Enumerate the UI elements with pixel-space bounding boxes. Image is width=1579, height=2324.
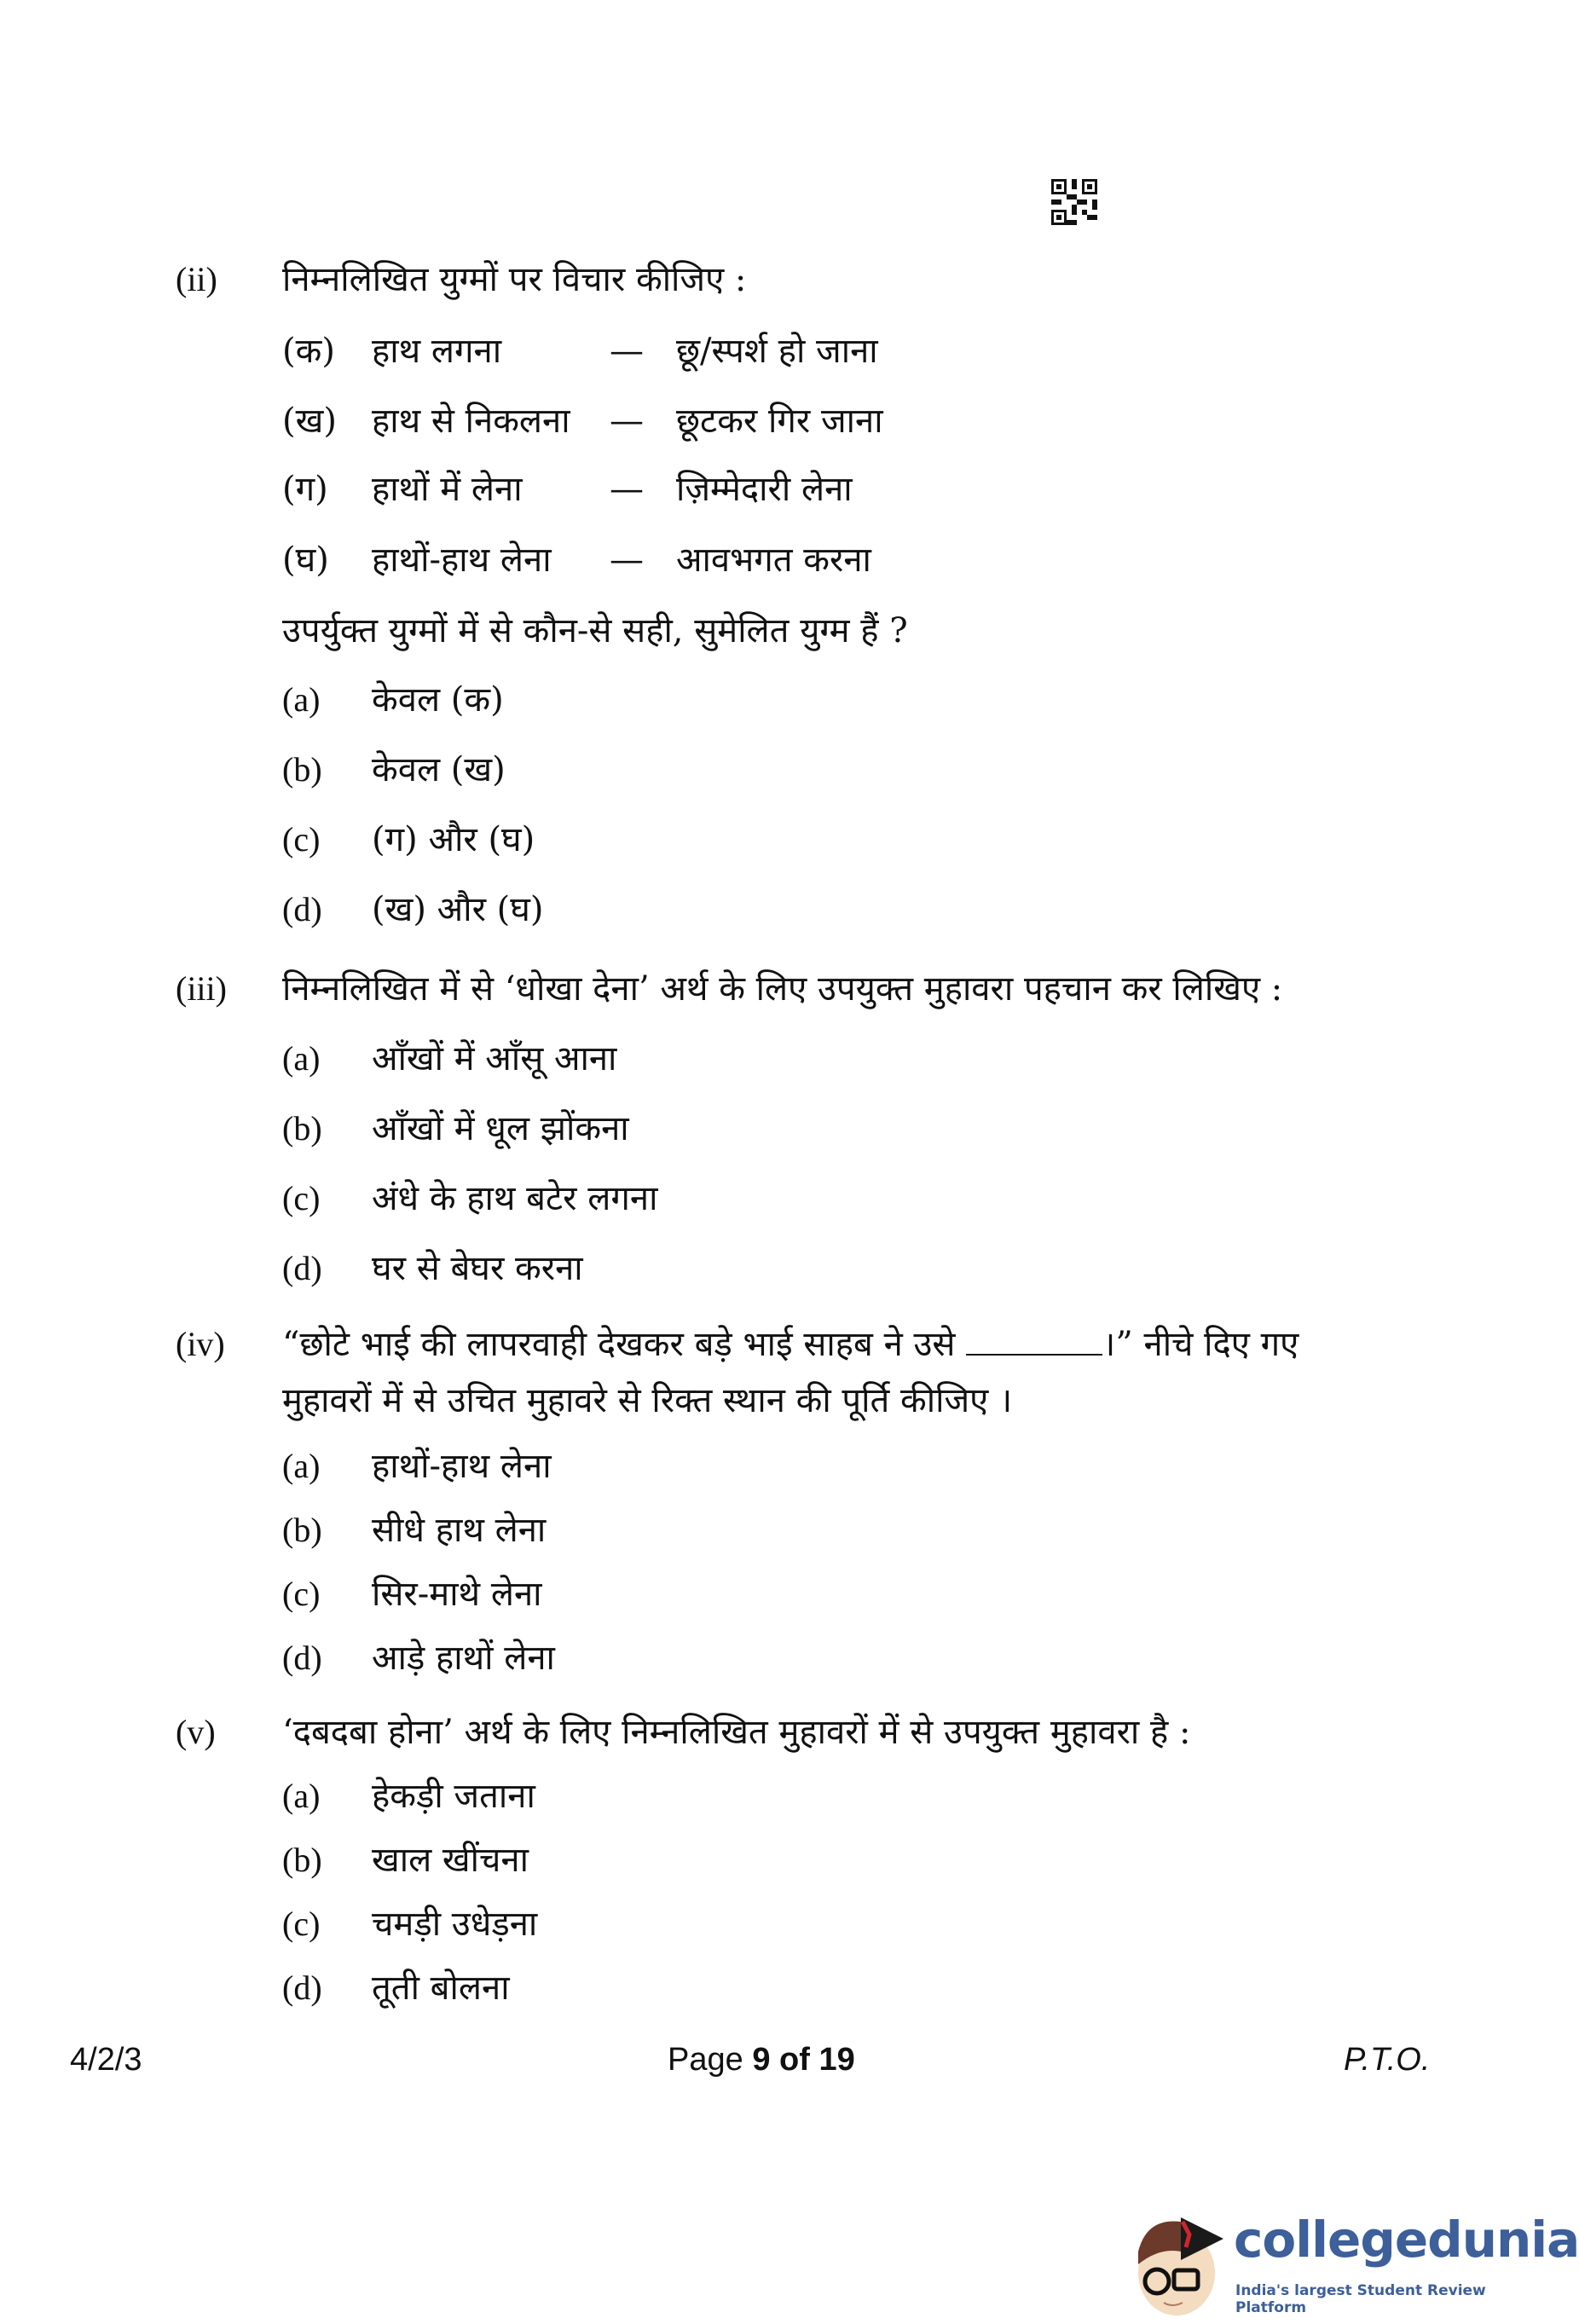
page-number: [668, 2039, 855, 2080]
option-label: (c): [282, 1575, 321, 1613]
question-number: (v): [176, 1713, 216, 1751]
option-text: (ग) और (घ): [372, 820, 535, 859]
pair-right: आवभगत करना: [676, 541, 871, 580]
option-text: केवल (क): [372, 680, 504, 720]
option-text: आड़े हाथों लेना: [372, 1639, 555, 1678]
please-turn-over: P.T.O.: [1344, 2042, 1431, 2078]
question-number: (iii): [176, 969, 227, 1008]
option-text: सीधे हाथ लेना: [372, 1511, 547, 1550]
option-text: घर से बेघर करना: [372, 1249, 583, 1288]
option-label: (b): [282, 1511, 322, 1549]
question-prompt: निम्नलिखित युग्मों पर विचार कीजिए :: [282, 260, 747, 299]
question-prompt: निम्नलिखित में से ‘धोखा देना’ अर्थ के लिए उपयुक्त मुहावरा पहचान कर लिखिए :: [282, 969, 1283, 1009]
option-label: (a): [282, 1447, 321, 1485]
question-prompt: [282, 1323, 1298, 1366]
option-text: खाल खींचना: [372, 1841, 529, 1880]
option-text: हाथों-हाथ लेना: [372, 1447, 552, 1486]
option-label: (d): [282, 1249, 322, 1287]
brand-tagline: India's largest Student Review Platform: [1235, 2282, 1486, 2316]
pair-right: छूटकर गिर जाना: [676, 402, 883, 441]
page-prefix: Page: [668, 2042, 743, 2078]
pair-label: (ख): [282, 402, 337, 441]
option-label: (b): [282, 1841, 322, 1879]
option-text: (ख) और (घ): [372, 890, 544, 929]
question-followup: उपर्युक्त युग्मों में से कौन-से सही, सुमेलित युग्म हैं ?: [282, 611, 908, 650]
option-text: तूती बोलना: [372, 1968, 510, 2008]
qr-code-icon: [1051, 178, 1097, 226]
page-of: of: [779, 2042, 810, 2078]
question-prompt: ‘दबदबा होना’ अर्थ के लिए निम्नलिखित मुहावरों में से उपयुक्त मुहावरा है :: [282, 1713, 1191, 1752]
pair-dash: —: [610, 541, 644, 580]
option-text: चमड़ी उधेड़ना: [372, 1905, 538, 1944]
mascot-icon: [1130, 2200, 1232, 2320]
option-text: केवल (ख): [372, 750, 506, 789]
option-label: (a): [282, 1777, 321, 1815]
pair-label: (क): [282, 332, 335, 371]
option-text: सिर-माथे लेना: [372, 1575, 542, 1614]
pair-dash: —: [610, 402, 644, 441]
pair-right: ज़िम्मेदारी लेना: [676, 470, 853, 509]
fill-in-blank: [966, 1328, 1102, 1356]
prompt-part-1: “छोटे भाई की लापरवाही देखकर बड़े भाई साहब ने उसे: [282, 1325, 956, 1364]
option-text: आँखों में आँसू आना: [372, 1039, 617, 1078]
pair-label: (ग): [282, 470, 328, 509]
option-label: (b): [282, 750, 322, 789]
option-label: (c): [282, 1179, 321, 1217]
pair-dash: —: [610, 470, 644, 509]
page-total: 19: [818, 2042, 855, 2078]
option-label: (d): [282, 890, 322, 928]
brand-name: collegedunia: [1234, 2211, 1579, 2269]
pair-left: हाथ लगना: [372, 332, 502, 371]
pair-right: छू/स्पर्श हो जाना: [676, 332, 878, 371]
pair-left: हाथों-हाथ लेना: [372, 541, 552, 580]
question-number: (ii): [176, 260, 217, 298]
pair-dash: —: [610, 332, 644, 371]
option-label: (b): [282, 1109, 322, 1148]
question-number: (iv): [176, 1325, 225, 1363]
option-label: (c): [282, 1905, 321, 1943]
paper-code: 4/2/3: [70, 2042, 142, 2078]
pair-left: हाथ से निकलना: [372, 402, 570, 441]
option-label: (d): [282, 1639, 322, 1677]
option-text: आँखों में धूल झोंकना: [372, 1109, 629, 1148]
option-label: (c): [282, 820, 321, 858]
option-label: (d): [282, 1968, 322, 2007]
pair-left: हाथों में लेना: [372, 470, 523, 509]
question-prompt-line-2: मुहावरों में से उचित मुहावरे से रिक्त स्थान की पूर्ति कीजिए ।: [282, 1381, 1013, 1420]
prompt-part-2: ।” नीचे दिए गए: [1102, 1325, 1299, 1364]
page-current: 9: [752, 2042, 771, 2078]
pair-label: (घ): [282, 541, 329, 580]
option-text: हेकड़ी जताना: [372, 1777, 535, 1816]
option-label: (a): [282, 1039, 321, 1078]
option-label: (a): [282, 680, 321, 719]
option-text: अंधे के हाथ बटेर लगना: [372, 1179, 658, 1218]
collegedunia-logo: [1130, 2200, 1579, 2320]
